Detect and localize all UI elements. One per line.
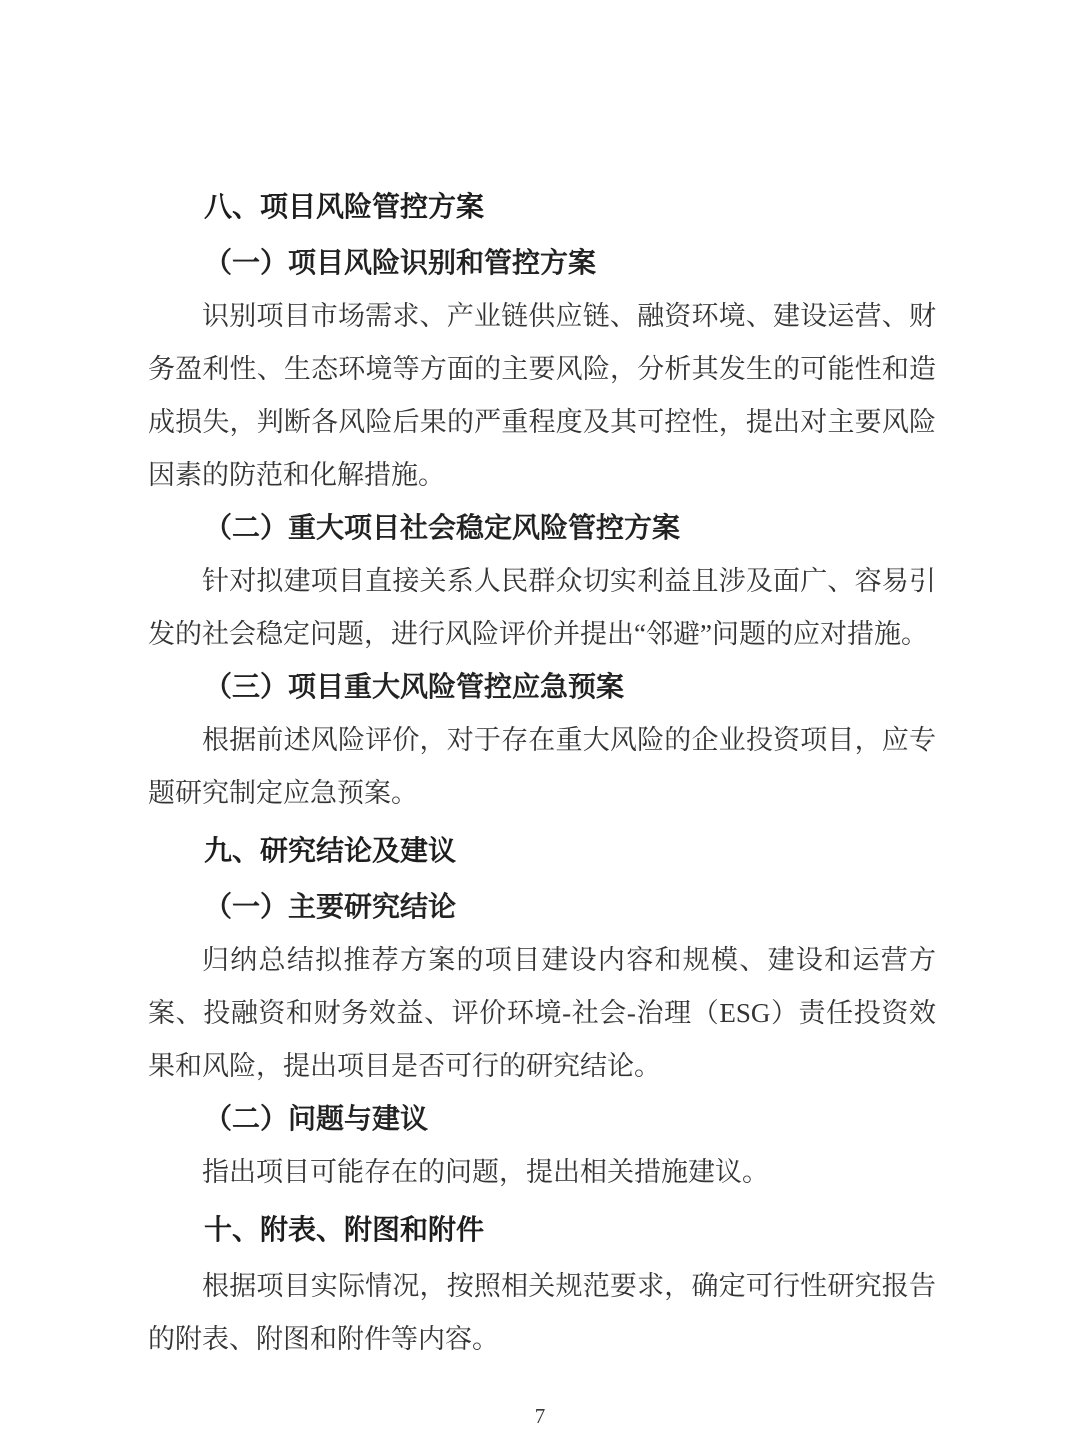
heading-sub-9-2: （二）问题与建议: [204, 1104, 429, 1135]
heading-sub-8-2: （二）重大项目社会稳定风险管控方案: [204, 513, 681, 544]
heading-section-10: 十、附表、附图和附件: [204, 1214, 485, 1245]
paragraph-main-conclusions: 归纳总结拟推荐方案的项目建设内容和规模、建设和运营方案、投融资和财务效益、评价环境-社会-治理（ESG）责任投资效果和风险，提出项目是否可行的研究结论。: [148, 945, 936, 1081]
heading-sub-8-1: （一）项目风险识别和管控方案: [204, 248, 597, 279]
page-number: 7: [534, 1404, 546, 1428]
heading-section-9: 九、研究结论及建议: [204, 835, 457, 866]
paragraph-risk-identification: 识别项目市场需求、产业链供应链、融资环境、建设运营、财务盈利性、生态环境等方面的主要风险，分析其发生的可能性和造成损失，判断各风险后果的严重程度及其可控性，提出对主要风险因素的防范和化解措施。: [148, 301, 936, 490]
paragraph-emergency-plan: 根据前述风险评价，对于存在重大风险的企业投资项目，应专题研究制定应急预案。: [148, 725, 936, 808]
heading-sub-8-3: （三）项目重大风险管控应急预案: [204, 672, 625, 703]
heading-sub-9-1: （一）主要研究结论: [204, 892, 457, 923]
paragraph-issues-suggestions: 指出项目可能存在的问题，提出相关措施建议。: [202, 1157, 769, 1187]
heading-section-8: 八、项目风险管控方案: [204, 191, 485, 222]
document-content: [148, 176, 936, 1366]
paragraph-social-stability: 针对拟建项目直接关系人民群众切实利益且涉及面广、容易引发的社会稳定问题，进行风险评价并提出“邻避”问题的应对措施。: [148, 566, 936, 649]
paragraph-appendices: 根据项目实际情况，按照相关规范要求，确定可行性研究报告的附表、附图和附件等内容。: [148, 1271, 936, 1354]
